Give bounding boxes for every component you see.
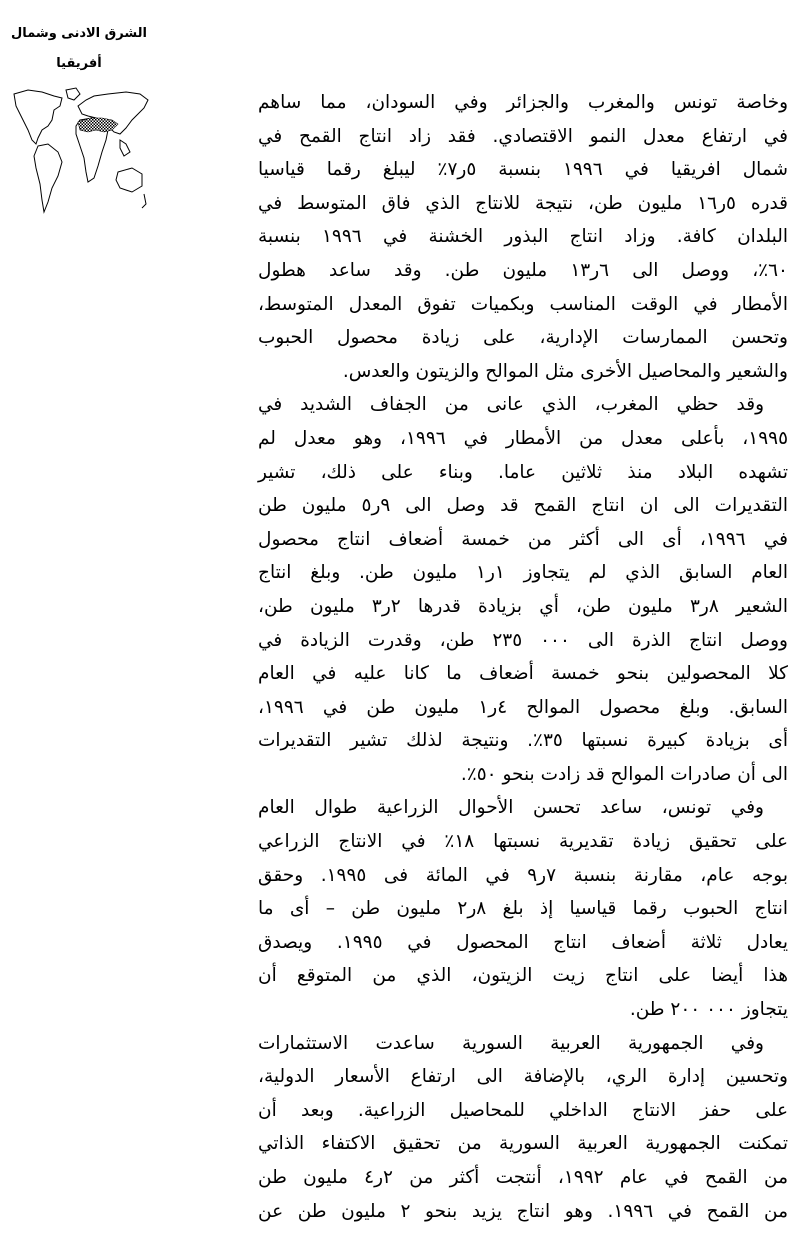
text-line: من القمح في عام ١٩٩٢، أنتجت أكثر من ٢ر٤ مليون طن <box>258 1167 788 1188</box>
text-line: والشعير والمحاصيل الأخرى مثل الموالح والزيتون والعدس. <box>342 360 788 382</box>
text-line: يتجاوز ٠٠٠ ٢٠٠ طن. <box>629 999 788 1021</box>
text-line: وتحسين إدارة الري، بالإضافة الى ارتفاع الأسعار الدولية، <box>258 1066 788 1088</box>
text-line: أى بزيادة كبيرة نسبتها ٣٥٪. ونتيجة لذلك تشير التقديرات <box>258 730 788 752</box>
text-line: يعادل ثلاثة أضعاف انتاج المحصول في ١٩٩٥. ويصدق <box>258 931 789 953</box>
text-line: الأمطار في الوقت المناسب وبكميات تفوق المعدل المتوسط، <box>258 293 788 315</box>
text-line: وفي تونس، ساعد تحسن الأحوال الزراعية طوال العام <box>258 797 764 819</box>
text-line: التقديرات الى ان انتاج القمح قد وصل الى ٩ر٥ مليون طن <box>258 495 788 517</box>
world-map-icon <box>8 86 150 216</box>
text-line: البلدان كافة. وزاد انتاج البذور الخشنة في ١٩٩٦ بنسبة <box>258 226 788 248</box>
text-line: على تحقيق زيادة تقديرية نسبتها ١٨٪ في الانتاج الزراعي <box>258 831 788 853</box>
text-line: بوجه عام، مقارنة بنسبة ٧ر٩ في المائة فى ١٩٩٥. وحقق <box>258 864 789 886</box>
text-line: وتحسن الممارسات الإدارية، على زيادة محصول الحبوب <box>258 327 788 349</box>
text-line: في ١٩٩٦، أى الى أكثر من خمسة أضعاف انتاج محصول <box>258 528 788 550</box>
highlighted-region <box>78 118 118 132</box>
text-line: ٦٠٪، ووصل الى ٦ر١٣ مليون طن. وقد ساعد هطول <box>258 259 788 281</box>
text-line: وقد حظي المغرب، الذي عانى من الجفاف الشديد في <box>258 394 764 416</box>
text-line: تشهده البلاد منذ ثلاثين عاما. وبناء على ذلك، تشير <box>258 461 788 483</box>
text-line: وخاصة تونس والمغرب والجزائر وفي السودان، مما ساهم <box>258 92 788 113</box>
text-line: العام السابق الذي لم يتجاوز ١ر١ مليون طن. وبلغ انتاج <box>258 562 788 584</box>
text-line: ووصل انتاج الذرة الى ٠٠٠ ٢٣٥ طن، وقدرت الزيادة في <box>258 629 788 651</box>
region-title-line-1: الشرق الادنى وشمال <box>11 26 147 41</box>
text-line: وفي الجمهورية العربية السورية ساعدت الاستثمارات <box>258 1032 764 1054</box>
text-line: شمال افريقيا في ١٩٩٦ بنسبة ٥ر٧٪ ليبلغ رقما قياسيا <box>258 159 789 181</box>
text-line: قدره ٥ر١٦ مليون طن، نتيجة للانتاج الذي فاق المتوسط في <box>258 192 788 214</box>
text-line: السابق. وبلغ محصول الموالح ٤ر١ مليون طن في ١٩٩٦، <box>258 696 788 718</box>
document-body <box>258 86 788 1228</box>
text-line: هذا أيضا على انتاج زيت الزيتون، الذي من المتوقع أن <box>258 965 788 987</box>
text-line: على حفز الانتاج الداخلي للمحاصيل الزراعية. وبعد أن <box>258 1099 788 1121</box>
text-line: ١٩٩٥، بأعلى معدل من الأمطار في ١٩٩٦، وهو معدل لم <box>258 427 789 449</box>
text-line: كلا المحصولين بنحو خمسة أضعاف ما كانا عليه في العام <box>258 663 788 685</box>
text-line: الشعير ٨ر٣ مليون طن، أي بزيادة قدرها ٢ر٣ مليون طن، <box>258 595 788 617</box>
text-line: انتاج الحبوب رقما قياسيا إذ بلغ ٨ر٢ مليون طن – أى ما <box>258 898 788 920</box>
text-line: من القمح في ١٩٩٦. وهو انتاج يزيد بنحو ٢ مليون طن عن <box>258 1200 788 1222</box>
text-line: الى أن صادرات الموالح قد زادت بنحو ٥٠٪. <box>460 763 788 785</box>
text-line: تمكنت الجمهورية العربية السورية من تحقيق الاكتفاء الذاتي <box>258 1133 788 1155</box>
text-line: في ارتفاع معدل النمو الاقتصادي. فقد زاد انتاج القمح في <box>258 125 788 147</box>
region-title-line-2: أفريقيا <box>56 56 102 71</box>
